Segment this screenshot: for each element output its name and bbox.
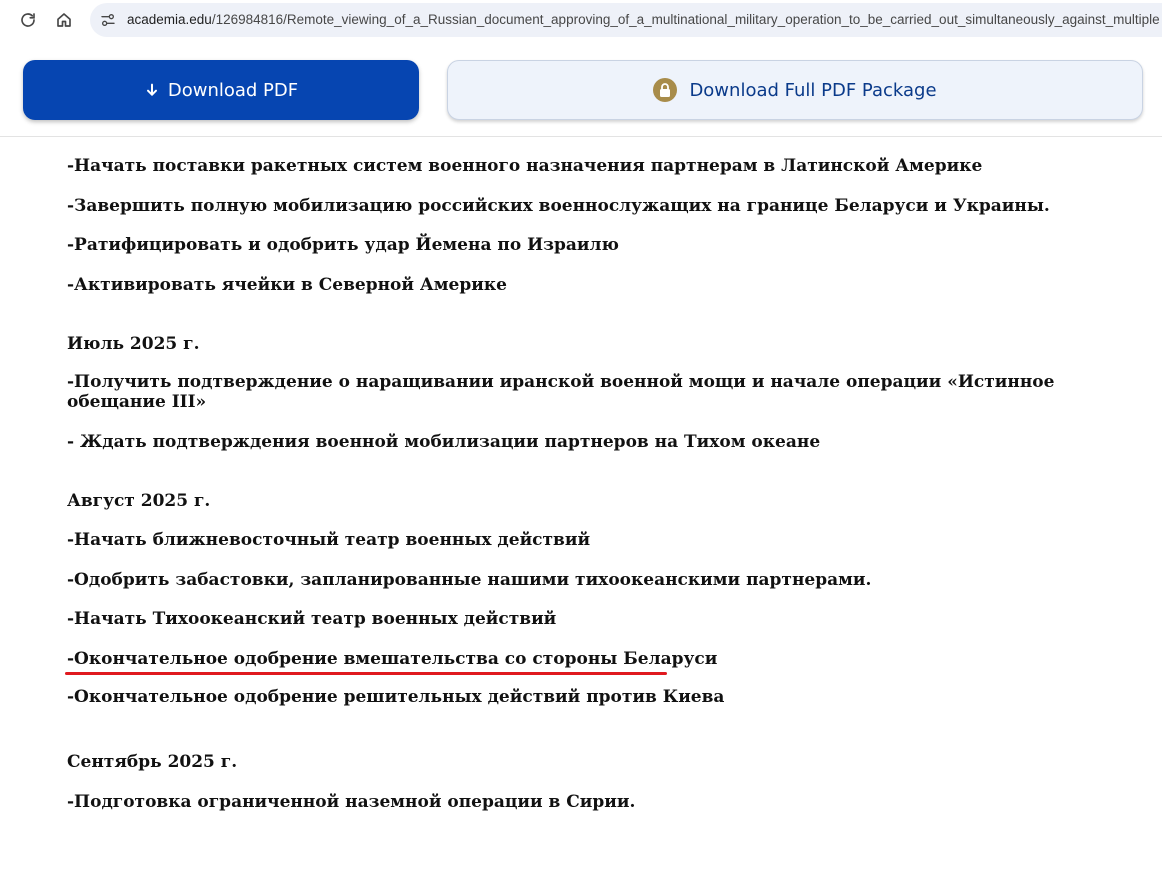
home-icon[interactable] [52, 8, 76, 32]
site-settings-icon[interactable] [98, 10, 118, 30]
red-underline-annotation [65, 672, 667, 675]
download-pdf-label: Download PDF [167, 79, 299, 101]
doc-line-highlighted: -Окончательное одобрение вмешательства со стороны Беларуси [67, 649, 718, 669]
doc-line: -Одобрить забастовки, запланированные нашими тихоокеанскими партнерами. [67, 570, 872, 590]
url-domain: academia.edu [127, 12, 212, 27]
download-pdf-button[interactable] [23, 60, 419, 120]
url-text[interactable] [127, 12, 1160, 27]
reload-icon[interactable] [16, 8, 40, 32]
url-path: /126984816/Remote_viewing_of_a_Russian_document_approving_of_a_multinational_military_operation_to_be_carried_out_simultaneously_against_multiple [211, 12, 1160, 27]
section-heading: Сентябрь 2025 г. [67, 752, 238, 772]
doc-line: -Завершить полную мобилизацию российских военнослужащих на границе Беларуси и Украины. [67, 196, 1050, 216]
doc-line: - Ждать подтверждения военной мобилизации партнеров на Тихом океане [67, 432, 821, 452]
section-heading: Июль 2025 г. [67, 334, 200, 354]
download-full-package-button[interactable] [447, 60, 1143, 120]
download-toolbar [0, 40, 1162, 137]
doc-line: -Начать ближневосточный театр военных действий [67, 530, 591, 550]
doc-line: -Подготовка ограниченной наземной операции в Сирии. [67, 792, 636, 812]
lock-icon [653, 78, 677, 102]
section-heading: Август 2025 г. [67, 491, 211, 511]
doc-line: -Активировать ячейки в Северной Америке [67, 275, 507, 295]
address-bar[interactable] [90, 3, 1162, 37]
doc-line: -Получить подтверждение о наращивании иранской военной мощи и начале операции «Истинное обещание III» [67, 372, 1055, 412]
arrow-down-icon [144, 82, 160, 98]
doc-line: -Окончательное одобрение решительных действий против Киева [67, 687, 725, 707]
browser-toolbar [0, 0, 1162, 40]
doc-line: -Начать Тихоокеанский театр военных действий [67, 609, 557, 629]
download-full-package-label: Download Full PDF Package [689, 79, 937, 101]
doc-line: -Начать поставки ракетных систем военного назначения партнерам в Латинской Америке [67, 156, 983, 176]
doc-line: -Ратифицировать и одобрить удар Йемена по Израилю [67, 235, 619, 255]
